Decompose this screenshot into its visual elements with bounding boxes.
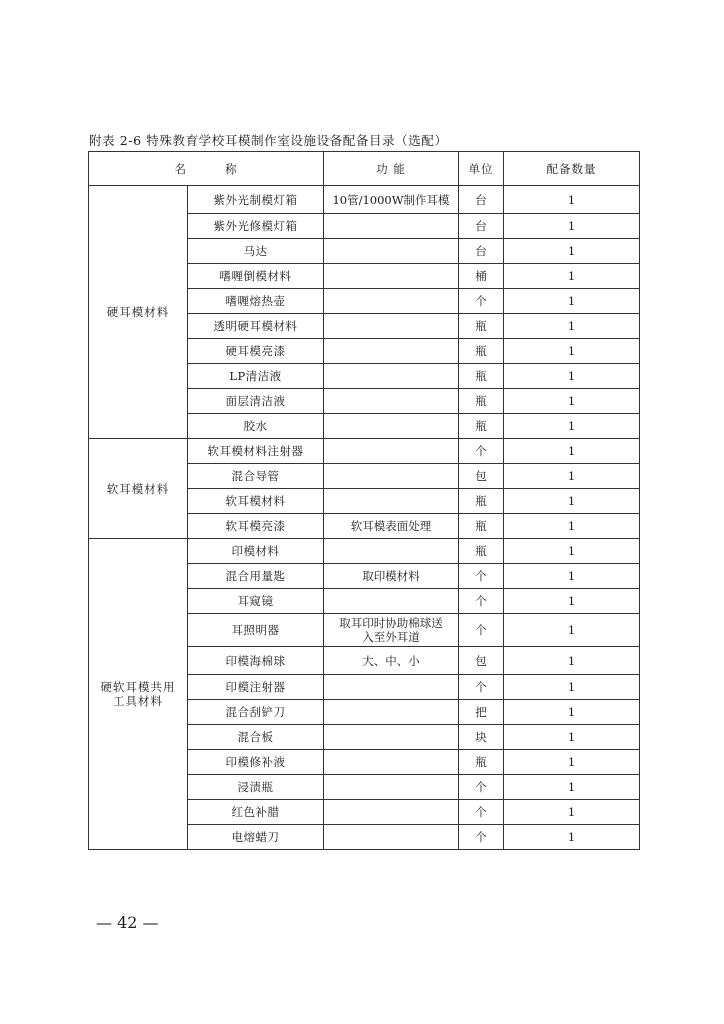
- item-unit: 瓶: [459, 750, 504, 775]
- item-function: [324, 364, 459, 389]
- item-function: [324, 439, 459, 464]
- item-quantity: 1: [504, 314, 640, 339]
- item-quantity: 1: [504, 289, 640, 314]
- item-name: 透明硬耳模材料: [188, 314, 324, 339]
- item-name: LP清洁液: [188, 364, 324, 389]
- item-unit: 个: [459, 825, 504, 850]
- item-name: 混合刮铲刀: [188, 700, 324, 725]
- equipment-table: [88, 151, 640, 850]
- table-row: [89, 186, 640, 214]
- item-unit: 个: [459, 564, 504, 589]
- table-caption: 附表 2-6 特殊教育学校耳模制作室设施设备配备目录（选配）: [89, 133, 448, 148]
- item-name: 印模材料: [188, 539, 324, 564]
- item-name: 紫外光修模灯箱: [188, 214, 324, 239]
- item-quantity: 1: [504, 589, 640, 614]
- item-unit: 个: [459, 589, 504, 614]
- item-quantity: 1: [504, 389, 640, 414]
- item-name: 印模修补液: [188, 750, 324, 775]
- item-quantity: 1: [504, 825, 640, 850]
- item-function: [324, 239, 459, 264]
- item-name: 软耳模材料: [188, 489, 324, 514]
- item-unit: 把: [459, 700, 504, 725]
- header-quantity: 配备数量: [504, 152, 640, 186]
- item-quantity: 1: [504, 414, 640, 439]
- item-name: 印模海棉球: [188, 647, 324, 675]
- item-function: [324, 264, 459, 289]
- item-name: 混合导管: [188, 464, 324, 489]
- item-quantity: 1: [504, 725, 640, 750]
- item-function: [324, 775, 459, 800]
- function-line: 入至外耳道: [362, 630, 420, 644]
- item-quantity: 1: [504, 675, 640, 700]
- item-unit: 瓶: [459, 414, 504, 439]
- item-name: 混合用量匙: [188, 564, 324, 589]
- item-function: [324, 289, 459, 314]
- item-quantity: 1: [504, 186, 640, 214]
- item-quantity: 1: [504, 700, 640, 725]
- item-name: 软耳模材料注射器: [188, 439, 324, 464]
- item-name: 嗜喱熔热壶: [188, 289, 324, 314]
- item-quantity: 1: [504, 239, 640, 264]
- item-unit: 个: [459, 439, 504, 464]
- item-quantity: 1: [504, 539, 640, 564]
- item-function: [324, 464, 459, 489]
- item-quantity: 1: [504, 489, 640, 514]
- item-quantity: 1: [504, 514, 640, 539]
- item-name: 浸渍瓶: [188, 775, 324, 800]
- category-line: 硬软耳模共用: [100, 680, 176, 694]
- item-unit: 瓶: [459, 489, 504, 514]
- item-unit: 台: [459, 214, 504, 239]
- item-function: [324, 800, 459, 825]
- item-unit: 包: [459, 647, 504, 675]
- item-quantity: 1: [504, 750, 640, 775]
- page-number: — 42 —: [96, 913, 159, 932]
- item-name: 红色补腊: [188, 800, 324, 825]
- item-unit: 瓶: [459, 539, 504, 564]
- item-name: 硬耳模亮漆: [188, 339, 324, 364]
- item-quantity: 1: [504, 800, 640, 825]
- item-function: 软耳模表面处理: [324, 514, 459, 539]
- item-function: [324, 214, 459, 239]
- table-row: [89, 439, 640, 464]
- item-function: [324, 614, 459, 647]
- item-function: [324, 750, 459, 775]
- item-function: 取印模材料: [324, 564, 459, 589]
- item-unit: 瓶: [459, 514, 504, 539]
- item-name: 马达: [188, 239, 324, 264]
- item-unit: 瓶: [459, 364, 504, 389]
- item-quantity: 1: [504, 464, 640, 489]
- item-quantity: 1: [504, 214, 640, 239]
- item-unit: 个: [459, 675, 504, 700]
- item-function: 10管/1000W制作耳模: [324, 186, 459, 214]
- header-unit: 单位: [459, 152, 504, 186]
- item-unit: 块: [459, 725, 504, 750]
- header-function: 功 能: [324, 152, 459, 186]
- item-function: [324, 675, 459, 700]
- item-function: [324, 489, 459, 514]
- table-header-row: [89, 152, 640, 186]
- item-function: 大、中、小: [324, 647, 459, 675]
- item-quantity: 1: [504, 364, 640, 389]
- item-quantity: 1: [504, 264, 640, 289]
- item-name: 胶水: [188, 414, 324, 439]
- item-unit: 瓶: [459, 314, 504, 339]
- item-unit: 个: [459, 614, 504, 647]
- item-name: 电熔蜡刀: [188, 825, 324, 850]
- item-function: [324, 414, 459, 439]
- category-cell: 硬耳模材料: [89, 186, 188, 439]
- item-function: [324, 314, 459, 339]
- item-quantity: 1: [504, 339, 640, 364]
- table-row: [89, 539, 640, 564]
- header-name: 名 称: [89, 152, 324, 186]
- item-unit: 瓶: [459, 339, 504, 364]
- item-unit: 桶: [459, 264, 504, 289]
- item-unit: 包: [459, 464, 504, 489]
- category-cell: 软耳模材料: [89, 439, 188, 539]
- item-function: [324, 700, 459, 725]
- item-function: [324, 339, 459, 364]
- item-name: 嗜喱倒模材料: [188, 264, 324, 289]
- item-quantity: 1: [504, 647, 640, 675]
- item-function: [324, 539, 459, 564]
- item-unit: 个: [459, 800, 504, 825]
- item-unit: 个: [459, 775, 504, 800]
- item-name: 混合板: [188, 725, 324, 750]
- item-function: [324, 389, 459, 414]
- item-quantity: 1: [504, 775, 640, 800]
- category-cell: [89, 539, 188, 850]
- function-line: 取耳印时协助棉球送: [339, 616, 443, 630]
- category-line: 工具材料: [113, 694, 163, 708]
- item-unit: 台: [459, 239, 504, 264]
- item-function: [324, 589, 459, 614]
- item-function: [324, 725, 459, 750]
- item-name: 紫外光制模灯箱: [188, 186, 324, 214]
- item-name: 耳照明器: [188, 614, 324, 647]
- item-quantity: 1: [504, 439, 640, 464]
- item-name: 面层清洁液: [188, 389, 324, 414]
- item-unit: 个: [459, 289, 504, 314]
- item-function: [324, 825, 459, 850]
- item-quantity: 1: [504, 564, 640, 589]
- item-quantity: 1: [504, 614, 640, 647]
- item-unit: 瓶: [459, 389, 504, 414]
- item-name: 印模注射器: [188, 675, 324, 700]
- item-name: 耳窥镜: [188, 589, 324, 614]
- item-name: 软耳模亮漆: [188, 514, 324, 539]
- item-unit: 台: [459, 186, 504, 214]
